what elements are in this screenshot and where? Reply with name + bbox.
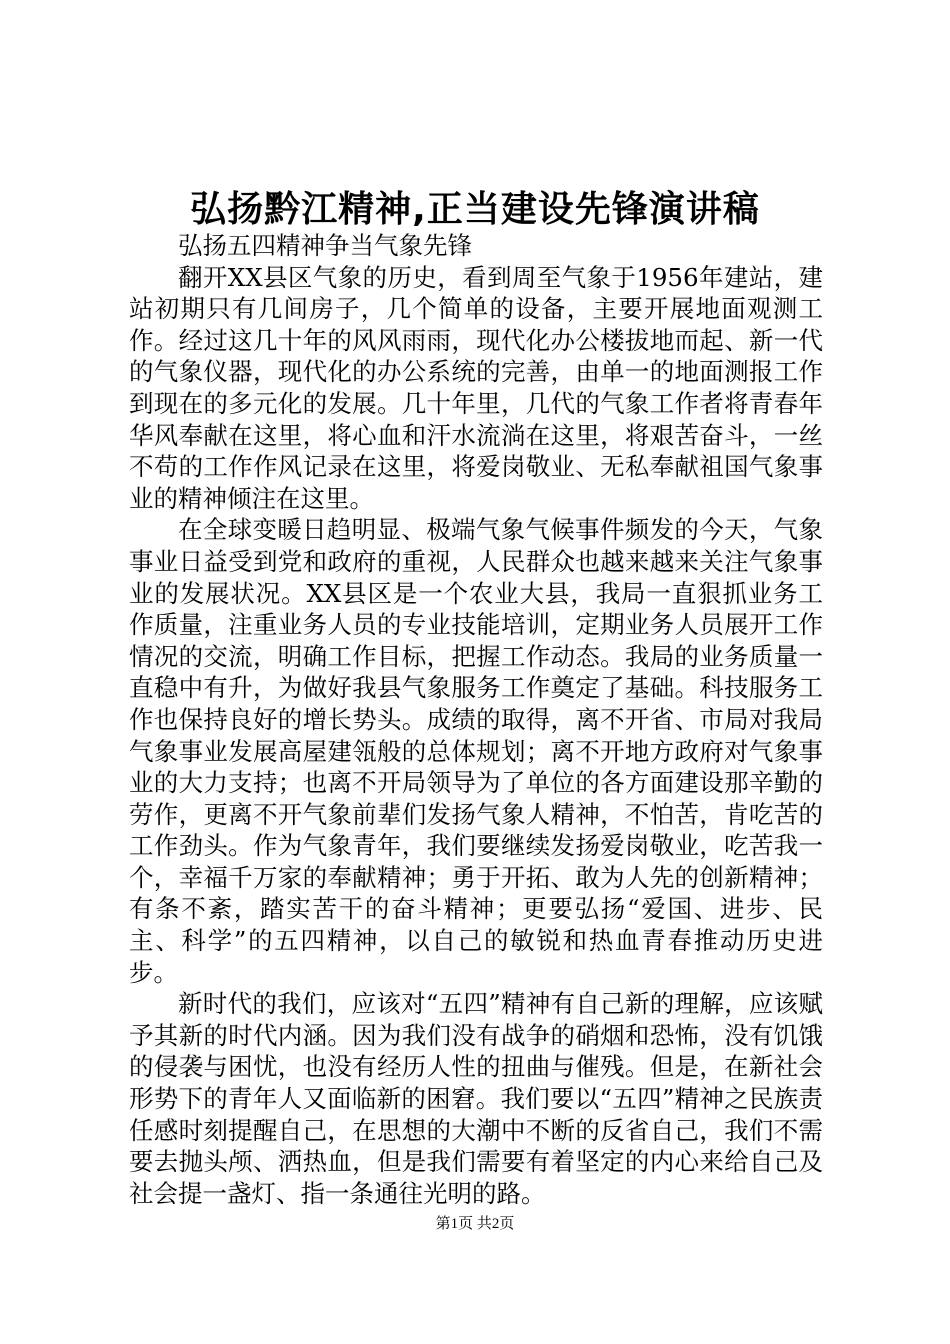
page-footer: 第1页 共2页 (435, 1216, 515, 1232)
paragraph-2: 在全球变暖日趋明显、极端气象气候事件频发的今天，气象事业日益受到党和政府的重视，人民群众也越来越来关注气象事业的发展状况。XX县区是一个农业大县，我局一直狠抓业务工作质量，注重业务人员的专业技能培训，定期业务人员展开工作情况的交流，明确工作目标，把握工作动态。我局的业务质量一直稳中有升，为做好我县气象服务工作奠定了基础。科技服务工作也保持良好的增长势头。成绩的取得，离不开省、市局对我局气象事业发展高屋建瓴般的总体规划；离不开地方政府对气象事业的大力支持；也离不开局领导为了单位的各方面建设那辛勤的劳作，更离不开气象前辈们发扬气象人精神，不怕苦，肯吃苦的工作劲头。作为气象青年，我们要继续发扬爱岗敬业，吃苦我一个，幸福千万家的奉献精神；勇于开拓、敢为人先的创新精神；有条不紊，踏实苦干的奋斗精神；更要弘扬“爱国、进步、民主、科学”的五四精神，以自己的敏锐和热血青春推动历史进步。 (129, 515, 823, 987)
document-body (129, 230, 823, 1209)
document-subtitle: 弘扬五四精神争当气象先锋 (178, 231, 472, 260)
paragraph-3: 新时代的我们，应该对“五四”精神有自己新的理解，应该赋予其新的时代内涵。因为我们没有战争的硝烟和恐怖，没有饥饿的侵袭与困忧，也没有经历人性的扭曲与催残。但是，在新社会形势下的青年人又面临新的困窘。我们要以“五四”精神之民族责任感时刻提醒自己，在思想的大潮中不断的反省自己，我们不需要去抛头颅、洒热血，但是我们需要有着坚定的内心来给自己及社会提一盏灯、指一条通往光明的路。 (129, 989, 823, 1208)
document-title: 弘扬黔江精神,正当建设先锋演讲稿 (190, 189, 760, 230)
paragraph-1: 翻开XX县区气象的历史，看到周至气象于1956年建站，建站初期只有几间房子，几个简单的设备，主要开展地面观测工作。经过这几十年的风风雨雨，现代化办公楼拔地而起、新一代的气象仪器，现代化的办公系统的完善，由单一的地面测报工作到现在的多元化的发展。几十年里，几代的气象工作者将青春年华风奉献在这里，将心血和汗水流淌在这里，将艰苦奋斗，一丝不苟的工作作风记录在这里，将爱岗敬业、无私奉献祖国气象事业的精神倾注在这里。 (129, 262, 823, 513)
